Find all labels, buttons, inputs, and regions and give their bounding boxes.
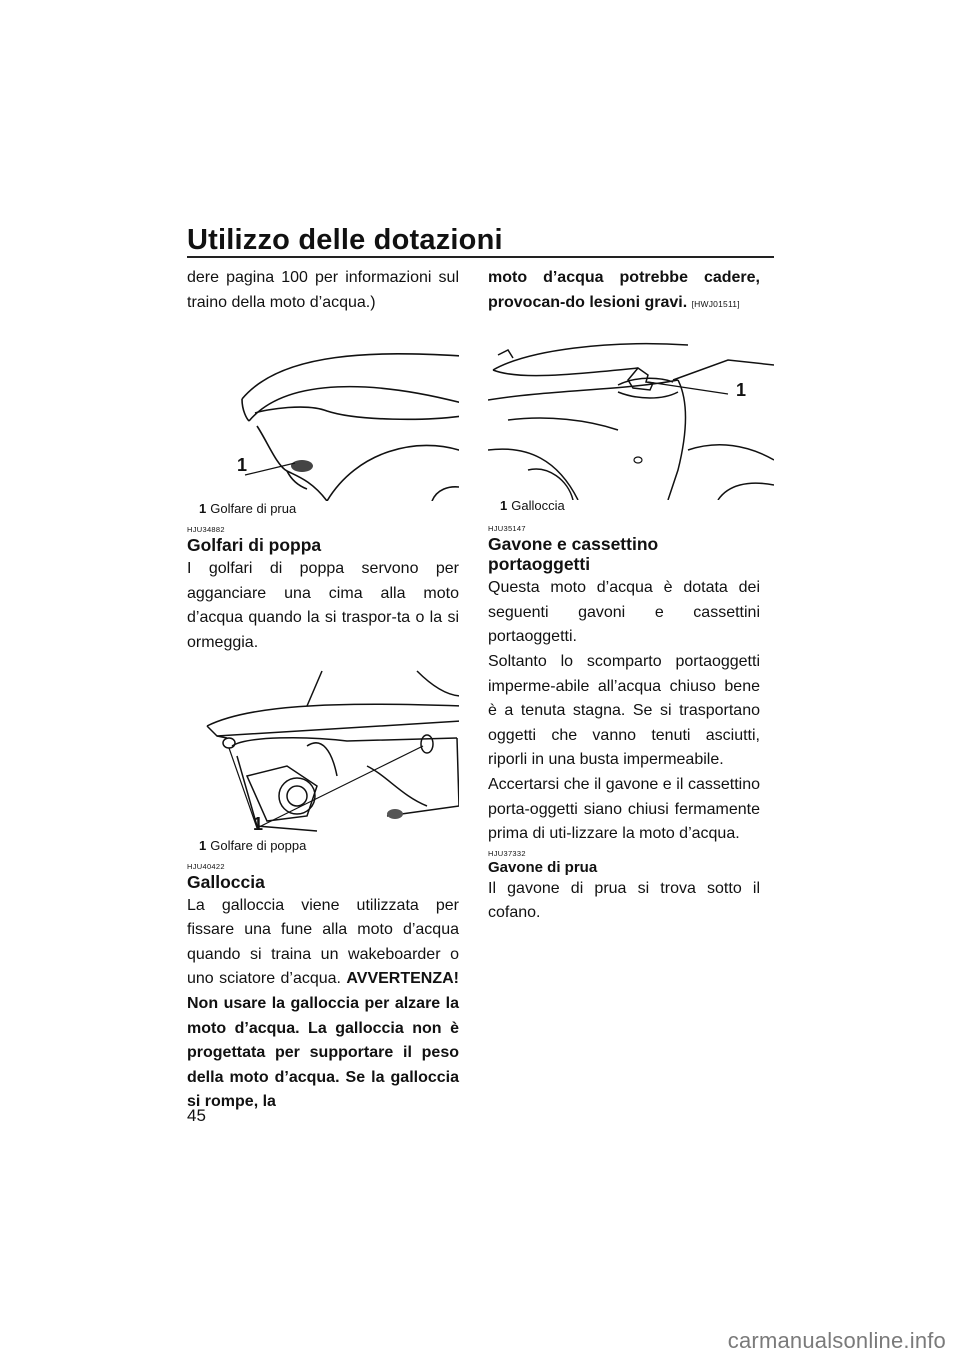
- caption-text: Golfare di prua: [210, 501, 297, 517]
- section-paragraph: Questa moto d’acqua è dotata dei seguenti gavoni e cassettini portaoggetti.: [488, 579, 760, 646]
- figure-stern-eyes: [187, 666, 459, 854]
- section-code: HJU34882: [187, 525, 225, 535]
- section-heading: Gavone e cassettino portaoggetti: [488, 534, 659, 575]
- figure-bow-eye: [187, 321, 459, 517]
- bow-eye-illustration: [187, 321, 459, 501]
- intro-text: dere pagina 100 per informazioni sul traino della moto d’acqua.): [187, 269, 459, 311]
- section-heading: Golfari di poppa: [187, 535, 322, 556]
- page-number: 45: [187, 1106, 206, 1125]
- caption-number: 1: [500, 498, 508, 514]
- section-paragraph: Accertarsi che il gavone e il cassettino porta-oggetti siano chiusi fermamente prima di uti-lizzare la moto d’acqua.: [488, 775, 760, 843]
- figure-cleat: [488, 320, 760, 516]
- section-code: HJU35147: [488, 524, 526, 534]
- figure-caption: [199, 501, 296, 517]
- section-code: HJU40422: [187, 861, 225, 871]
- body-text: La galloccia viene utilizzata per fissare una fune alla moto d’acqua quando si traina un wakeboarder o uno sciatore d’acqua.: [187, 896, 459, 988]
- warning-reference: [HWJ01511]: [691, 298, 740, 309]
- section-heading: Galloccia: [187, 871, 265, 892]
- figure-caption: [500, 498, 565, 514]
- caption-number: 1: [199, 837, 207, 853]
- stern-eyes-illustration: [187, 666, 459, 836]
- left-column: [187, 266, 459, 1115]
- cleat-illustration: [488, 320, 774, 500]
- warning-continuation: [488, 266, 760, 316]
- figure-callout: 1: [736, 380, 747, 401]
- figure-callout: 1: [237, 455, 248, 476]
- section-body: [187, 894, 459, 1115]
- section-body: I golfari di poppa servono per agganciare una cima alla moto d’acqua quando la si traspor-ta o la si ormeggia.: [187, 560, 459, 651]
- header-rule: [187, 256, 774, 258]
- section-body: Il gavone di prua si trova sotto il cofano.: [488, 879, 760, 922]
- caption-text: Golfare di poppa: [210, 837, 307, 853]
- right-column: [488, 266, 760, 926]
- page-title: Utilizzo delle dotazioni: [187, 224, 503, 256]
- figure-caption: [199, 838, 306, 854]
- section-paragraph: Soltanto lo scomparto portaoggetti imperme-abile all’acqua chiuso bene è a tenuta stagna. Se si trasportano oggetti che vanno tenuti asciutti, riporli in una busta impermeabile.: [488, 652, 760, 769]
- section-code: HJU37332: [488, 848, 526, 858]
- caption-text: Galloccia: [511, 498, 565, 514]
- warning-text: moto d’acqua potrebbe cadere, provocan-do lesioni gravi.: [488, 269, 760, 311]
- warning-text: AVVERTENZA! Non usare la galloccia per alzare la moto d’acqua. La galloccia non è progettata per supportare il peso della moto d’acqua. Se la galloccia si rompe, la: [187, 970, 459, 1111]
- figure-callout: 1: [253, 813, 264, 834]
- watermark: carmanualsonline.info: [727, 1328, 946, 1353]
- subsection-heading: Gavone di prua: [488, 858, 598, 876]
- caption-number: 1: [199, 501, 207, 517]
